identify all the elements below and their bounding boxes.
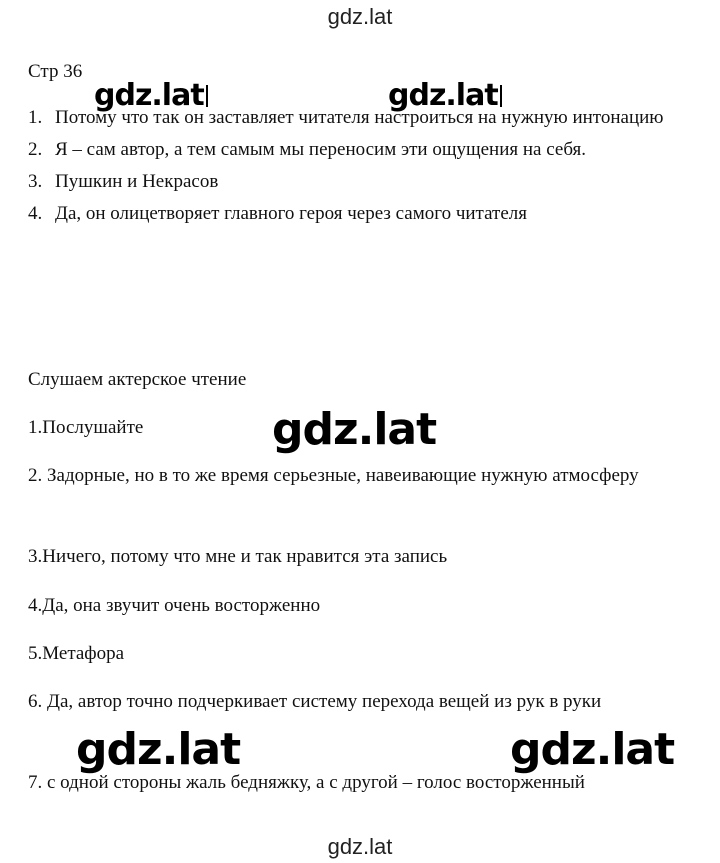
list-item-number: 1. [28,107,43,128]
list-item-text: Потому что так он заставляет читателя настроиться на нужную интонацию [55,107,664,128]
list-item-text: Да, он олицетворяет главного героя через самого читателя [55,203,527,224]
list-item-text: Я – сам автор, а тем самым мы переносим эти ощущения на себя. [55,139,586,160]
answer-line: 4.Да, она звучит очень восторженно [28,595,321,616]
list-item-number: 2. [28,139,43,160]
watermark: gdz.lat [94,78,208,113]
answer-line: 1.Послушайте [28,417,144,438]
site-header-watermark: gdz.lat [327,4,393,29]
list-item-text: Пушкин и Некрасов [55,171,219,192]
list-item [28,134,690,166]
answer-line: 6. Да, автор точно подчеркивает систему перехода вещей из рук в руки [28,691,602,712]
site-footer-watermark: gdz.lat [327,834,393,859]
watermark: gdz.lat [388,78,502,113]
list-item-number: 4. [28,203,43,224]
answer-line: 3.Ничего, потому что мне и так нравится эта запись [28,546,448,567]
list-item [28,166,690,198]
watermark: gdz.lat [272,404,437,455]
answer-line: 7. с одной стороны жаль бедняжку, а с другой – голос восторженный [28,772,585,793]
watermark: gdz.lat [510,724,675,775]
section-title: Слушаем актерское чтение [28,369,247,390]
list-item [28,198,690,230]
page-reference: Стр 36 [28,61,83,82]
answer-line: 2. Задорные, но в то же время серьезные, навеивающие нужную атмосферу [28,465,639,486]
list-item-number: 3. [28,171,43,192]
answer-line: 5.Метафора [28,643,125,664]
watermark: gdz.lat [76,724,241,775]
answers-list-1 [28,102,690,230]
